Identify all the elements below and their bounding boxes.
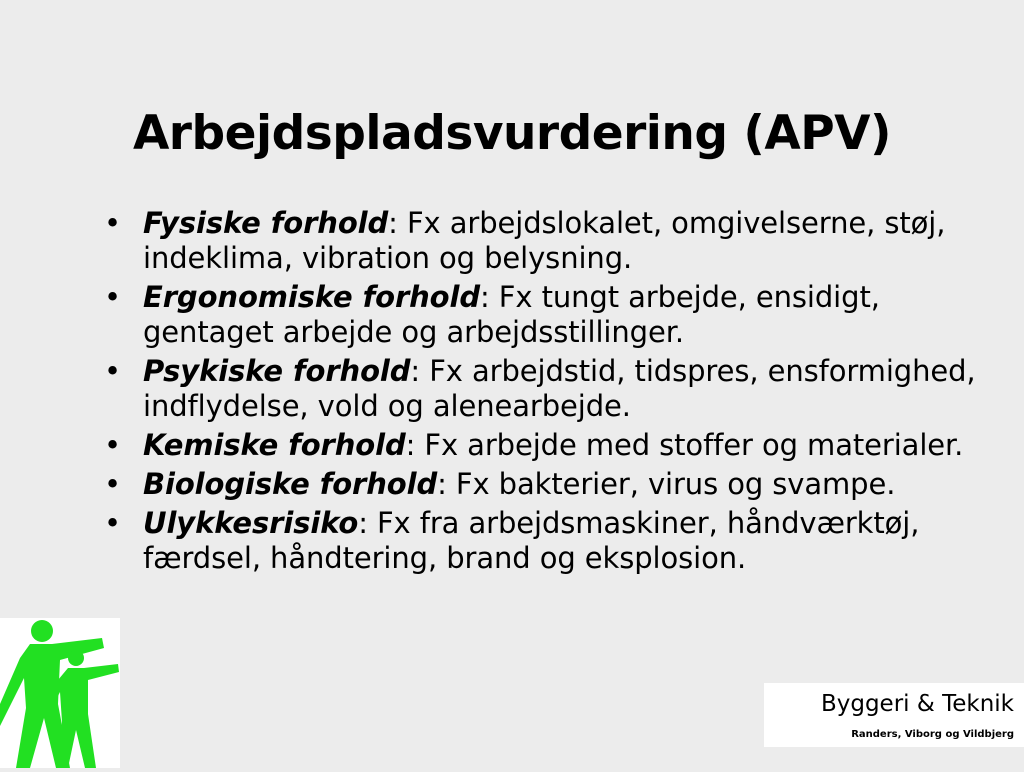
brand-footer bbox=[764, 683, 1024, 747]
bullet-marker: • bbox=[104, 280, 122, 314]
bullet-item bbox=[104, 280, 984, 350]
brand-locations: Randers, Viborg og Vildbjerg bbox=[851, 729, 1014, 740]
two-figures-pointing-icon bbox=[0, 618, 120, 768]
bullet-marker: • bbox=[104, 467, 122, 501]
bullet-list bbox=[104, 206, 984, 580]
bullet-marker: • bbox=[104, 206, 122, 240]
bullet-item bbox=[104, 506, 984, 576]
bullet-item bbox=[104, 354, 984, 424]
bullet-marker: • bbox=[104, 428, 122, 462]
bullet-term: Kemiske forhold bbox=[143, 428, 406, 462]
bullet-term: Ergonomiske forhold bbox=[143, 280, 481, 314]
bullet-term: Psykiske forhold bbox=[143, 354, 411, 388]
bullet-text: : Fx fra arbejdsmaskiner, håndværktøj, færdsel, håndtering, brand og eksplosion. bbox=[143, 506, 920, 575]
bullet-text: : Fx bakterier, virus og svampe. bbox=[437, 467, 896, 501]
bullet-term: Biologiske forhold bbox=[143, 467, 438, 501]
bullet-marker: • bbox=[104, 506, 122, 540]
slide-title: Arbejdspladsvurdering (APV) bbox=[132, 106, 892, 161]
bullet-term: Ulykkesrisiko bbox=[143, 506, 359, 540]
bullet-text: : Fx arbejdstid, tidspres, ensformighed, indflydelse, vold og alenearbejde. bbox=[143, 354, 976, 423]
bullet-text: : Fx arbejdslokalet, omgivelserne, støj, indeklima, vibration og belysning. bbox=[143, 206, 946, 275]
logo bbox=[0, 618, 120, 768]
bullet-item bbox=[104, 467, 984, 502]
brand-name: Byggeri & Teknik bbox=[820, 691, 1014, 717]
bullet-marker: • bbox=[104, 354, 122, 388]
bullet-text: : Fx tungt arbejde, ensidigt, gentaget arbejde og arbejdsstillinger. bbox=[143, 280, 880, 349]
bullet-item bbox=[104, 206, 984, 276]
bullet-term: Fysiske forhold bbox=[143, 206, 389, 240]
bullet-text: : Fx arbejde med stoffer og materialer. bbox=[405, 428, 964, 462]
bullet-item bbox=[104, 428, 984, 463]
